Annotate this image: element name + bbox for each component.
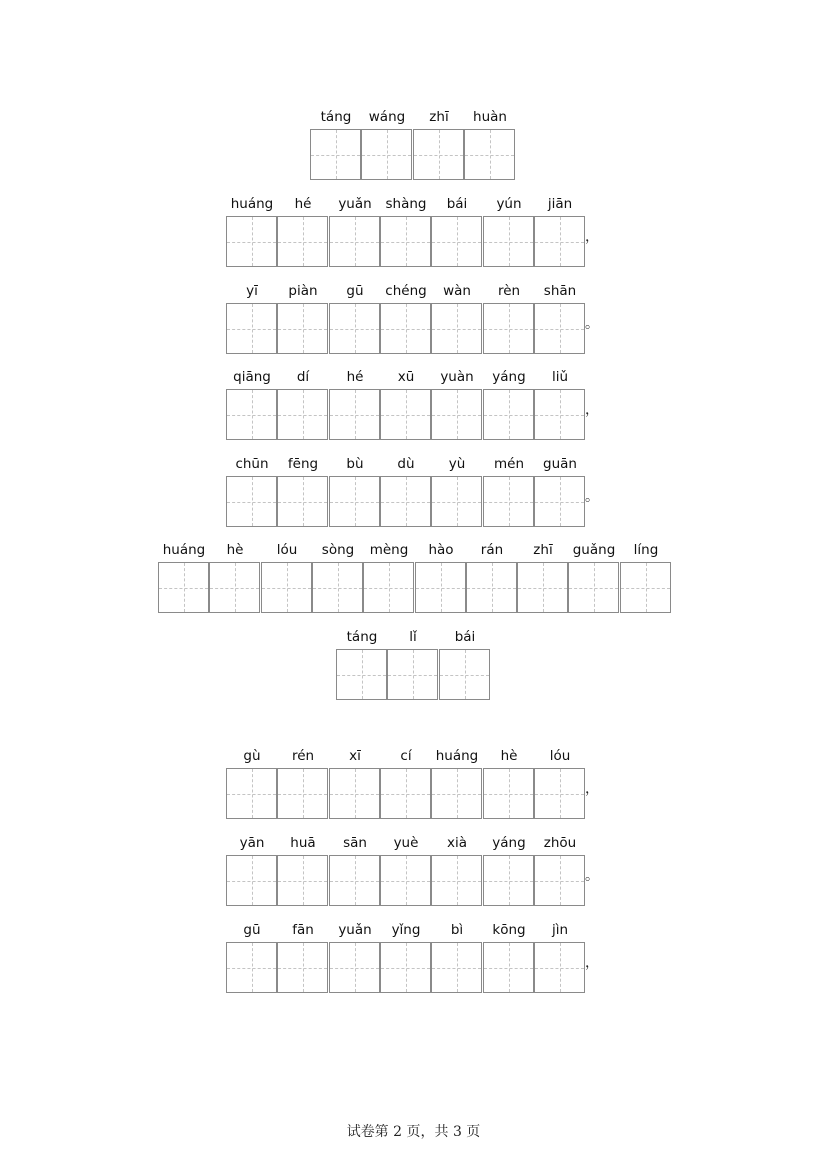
tian-zi-ge-cell[interactable] xyxy=(380,855,431,906)
tian-zi-ge-cell[interactable] xyxy=(517,562,568,613)
pinyin-syllable: huā xyxy=(290,835,316,851)
page-footer: 试卷第 2 页，共 3 页 xyxy=(346,1124,481,1140)
pinyin-syllable: hào xyxy=(428,542,454,558)
pinyin-syllable: shān xyxy=(543,283,577,299)
writing-grid xyxy=(310,129,515,180)
pinyin-syllable: gù xyxy=(243,748,261,764)
tian-zi-ge-cell[interactable] xyxy=(380,942,431,993)
tian-zi-ge-cell[interactable] xyxy=(226,476,277,527)
tian-zi-ge-cell[interactable] xyxy=(329,768,380,819)
pinyin-line xyxy=(226,454,585,474)
tian-zi-ge-cell[interactable] xyxy=(431,855,482,906)
punctuation-mark: ， xyxy=(585,781,599,797)
pinyin-syllable: hé xyxy=(294,196,312,212)
writing-grid xyxy=(226,389,585,440)
pinyin-line xyxy=(310,107,515,127)
pinyin-syllable: piàn xyxy=(288,283,318,299)
pinyin-line xyxy=(336,627,490,647)
pinyin-syllable: jìn xyxy=(551,922,569,938)
pinyin-syllable: huáng xyxy=(435,748,479,764)
tian-zi-ge-cell[interactable] xyxy=(329,476,380,527)
punctuation-mark: 。 xyxy=(585,868,599,884)
tian-zi-ge-cell[interactable] xyxy=(226,389,277,440)
punctuation-mark: 。 xyxy=(585,316,599,332)
tian-zi-ge-cell[interactable] xyxy=(534,855,585,906)
pinyin-syllable: táng xyxy=(346,629,378,645)
tian-zi-ge-cell[interactable] xyxy=(277,768,328,819)
pinyin-syllable: yuǎn xyxy=(338,922,372,938)
pinyin-syllable: kōng xyxy=(492,922,526,938)
pinyin-syllable: bái xyxy=(446,196,468,212)
pinyin-syllable: gū xyxy=(243,922,261,938)
pinyin-syllable: xī xyxy=(349,748,361,764)
tian-zi-ge-cell[interactable] xyxy=(158,562,209,613)
tian-zi-ge-cell[interactable] xyxy=(380,768,431,819)
tian-zi-ge-cell[interactable] xyxy=(620,562,671,613)
tian-zi-ge-cell[interactable] xyxy=(277,216,328,267)
pinyin-syllable: xū xyxy=(397,369,415,385)
tian-zi-ge-cell[interactable] xyxy=(431,768,482,819)
writing-grid xyxy=(336,649,490,700)
pinyin-syllable: fēng xyxy=(287,456,319,472)
pinyin-syllable: dù xyxy=(397,456,415,472)
tian-zi-ge-cell[interactable] xyxy=(310,129,361,180)
tian-zi-ge-cell[interactable] xyxy=(380,389,431,440)
pinyin-syllable: yuǎn xyxy=(338,196,372,212)
tian-zi-ge-cell[interactable] xyxy=(466,562,517,613)
pinyin-syllable: mèng xyxy=(369,542,409,558)
tian-zi-ge-cell[interactable] xyxy=(277,942,328,993)
tian-zi-ge-cell[interactable] xyxy=(431,942,482,993)
tian-zi-ge-cell[interactable] xyxy=(483,942,534,993)
pinyin-syllable: rén xyxy=(291,748,315,764)
writing-grid xyxy=(226,216,585,267)
tian-zi-ge-cell[interactable] xyxy=(413,129,464,180)
tian-zi-ge-cell[interactable] xyxy=(483,216,534,267)
pinyin-syllable: líng xyxy=(633,542,659,558)
tian-zi-ge-cell[interactable] xyxy=(483,303,534,354)
tian-zi-ge-cell[interactable] xyxy=(226,216,277,267)
pinyin-syllable: wàn xyxy=(443,283,471,299)
pinyin-syllable: hè xyxy=(500,748,518,764)
pinyin-syllable: yáng xyxy=(492,835,526,851)
pinyin-syllable: zhōu xyxy=(543,835,577,851)
tian-zi-ge-cell[interactable] xyxy=(534,303,585,354)
tian-zi-ge-cell[interactable] xyxy=(261,562,312,613)
tian-zi-ge-cell[interactable] xyxy=(483,855,534,906)
pinyin-line xyxy=(226,194,585,214)
pinyin-syllable: yuàn xyxy=(440,369,474,385)
pinyin-syllable: cí xyxy=(400,748,412,764)
pinyin-syllable: táng xyxy=(320,109,352,125)
tian-zi-ge-cell[interactable] xyxy=(439,649,490,700)
tian-zi-ge-cell[interactable] xyxy=(363,562,414,613)
tian-zi-ge-cell[interactable] xyxy=(568,562,619,613)
pinyin-syllable: bù xyxy=(346,456,364,472)
pinyin-line xyxy=(226,833,585,853)
tian-zi-ge-cell[interactable] xyxy=(534,942,585,993)
tian-zi-ge-cell[interactable] xyxy=(277,303,328,354)
pinyin-line xyxy=(226,281,585,301)
punctuation-mark: 。 xyxy=(585,489,599,505)
tian-zi-ge-cell[interactable] xyxy=(329,942,380,993)
pinyin-syllable: guǎng xyxy=(572,542,616,558)
tian-zi-ge-cell[interactable] xyxy=(464,129,515,180)
pinyin-syllable: yuè xyxy=(393,835,419,851)
pinyin-syllable: hé xyxy=(346,369,364,385)
pinyin-syllable: yáng xyxy=(492,369,526,385)
pinyin-syllable: fān xyxy=(292,922,314,938)
tian-zi-ge-cell[interactable] xyxy=(329,389,380,440)
tian-zi-ge-cell[interactable] xyxy=(380,476,431,527)
tian-zi-ge-cell[interactable] xyxy=(483,476,534,527)
pinyin-syllable: bái xyxy=(454,629,476,645)
tian-zi-ge-cell[interactable] xyxy=(226,855,277,906)
tian-zi-ge-cell[interactable] xyxy=(483,389,534,440)
pinyin-syllable: chūn xyxy=(235,456,269,472)
pinyin-line xyxy=(226,367,585,387)
tian-zi-ge-cell[interactable] xyxy=(329,216,380,267)
tian-zi-ge-cell[interactable] xyxy=(277,476,328,527)
tian-zi-ge-cell[interactable] xyxy=(431,476,482,527)
pinyin-syllable: lóu xyxy=(549,748,571,764)
tian-zi-ge-cell[interactable] xyxy=(209,562,260,613)
tian-zi-ge-cell[interactable] xyxy=(483,768,534,819)
tian-zi-ge-cell[interactable] xyxy=(380,216,431,267)
writing-grid xyxy=(158,562,671,613)
tian-zi-ge-cell[interactable] xyxy=(277,389,328,440)
pinyin-syllable: jiān xyxy=(547,196,573,212)
tian-zi-ge-cell[interactable] xyxy=(534,768,585,819)
pinyin-syllable: qiāng xyxy=(233,369,271,385)
pinyin-syllable: hè xyxy=(226,542,244,558)
punctuation-mark: ， xyxy=(585,402,599,418)
tian-zi-ge-cell[interactable] xyxy=(534,216,585,267)
pinyin-syllable: xià xyxy=(446,835,467,851)
writing-grid xyxy=(226,768,585,819)
pinyin-line xyxy=(226,746,585,766)
pinyin-syllable: yī xyxy=(246,283,258,299)
tian-zi-ge-cell[interactable] xyxy=(387,649,438,700)
tian-zi-ge-cell[interactable] xyxy=(277,855,328,906)
tian-zi-ge-cell[interactable] xyxy=(380,303,431,354)
pinyin-syllable: yún xyxy=(496,196,522,212)
tian-zi-ge-cell[interactable] xyxy=(534,476,585,527)
tian-zi-ge-cell[interactable] xyxy=(226,303,277,354)
pinyin-syllable: rèn xyxy=(497,283,521,299)
pinyin-syllable: lǐ xyxy=(409,629,417,645)
tian-zi-ge-cell[interactable] xyxy=(415,562,466,613)
writing-grid xyxy=(226,855,585,906)
pinyin-syllable: mén xyxy=(493,456,524,472)
pinyin-syllable: huàn xyxy=(473,109,507,125)
pinyin-syllable: sòng xyxy=(321,542,355,558)
tian-zi-ge-cell[interactable] xyxy=(431,389,482,440)
pinyin-syllable: rán xyxy=(480,542,504,558)
tian-zi-ge-cell[interactable] xyxy=(226,942,277,993)
pinyin-syllable: wáng xyxy=(368,109,406,125)
pinyin-syllable: guān xyxy=(543,456,577,472)
pinyin-syllable: sān xyxy=(343,835,367,851)
pinyin-syllable: gū xyxy=(346,283,364,299)
pinyin-syllable: bì xyxy=(450,922,464,938)
writing-grid xyxy=(226,942,585,993)
pinyin-syllable: lóu xyxy=(276,542,298,558)
pinyin-syllable: yù xyxy=(448,456,466,472)
tian-zi-ge-cell[interactable] xyxy=(329,303,380,354)
tian-zi-ge-cell[interactable] xyxy=(361,129,412,180)
pinyin-syllable: huáng xyxy=(162,542,206,558)
pinyin-syllable: shàng xyxy=(385,196,427,212)
pinyin-syllable: zhī xyxy=(533,542,553,558)
tian-zi-ge-cell[interactable] xyxy=(431,303,482,354)
writing-grid xyxy=(226,476,585,527)
pinyin-syllable: yǐng xyxy=(391,922,421,938)
pinyin-syllable: huáng xyxy=(230,196,274,212)
pinyin-syllable: zhī xyxy=(429,109,449,125)
punctuation-mark: ， xyxy=(585,955,599,971)
pinyin-line xyxy=(226,920,585,940)
tian-zi-ge-cell[interactable] xyxy=(336,649,387,700)
writing-grid xyxy=(226,303,585,354)
tian-zi-ge-cell[interactable] xyxy=(312,562,363,613)
pinyin-syllable: dí xyxy=(296,369,310,385)
pinyin-syllable: liǔ xyxy=(551,369,569,385)
tian-zi-ge-cell[interactable] xyxy=(226,768,277,819)
pinyin-line xyxy=(158,540,671,560)
pinyin-syllable: chéng xyxy=(385,283,427,299)
tian-zi-ge-cell[interactable] xyxy=(329,855,380,906)
pinyin-syllable: yān xyxy=(239,835,265,851)
tian-zi-ge-cell[interactable] xyxy=(534,389,585,440)
tian-zi-ge-cell[interactable] xyxy=(431,216,482,267)
punctuation-mark: ， xyxy=(585,229,599,245)
